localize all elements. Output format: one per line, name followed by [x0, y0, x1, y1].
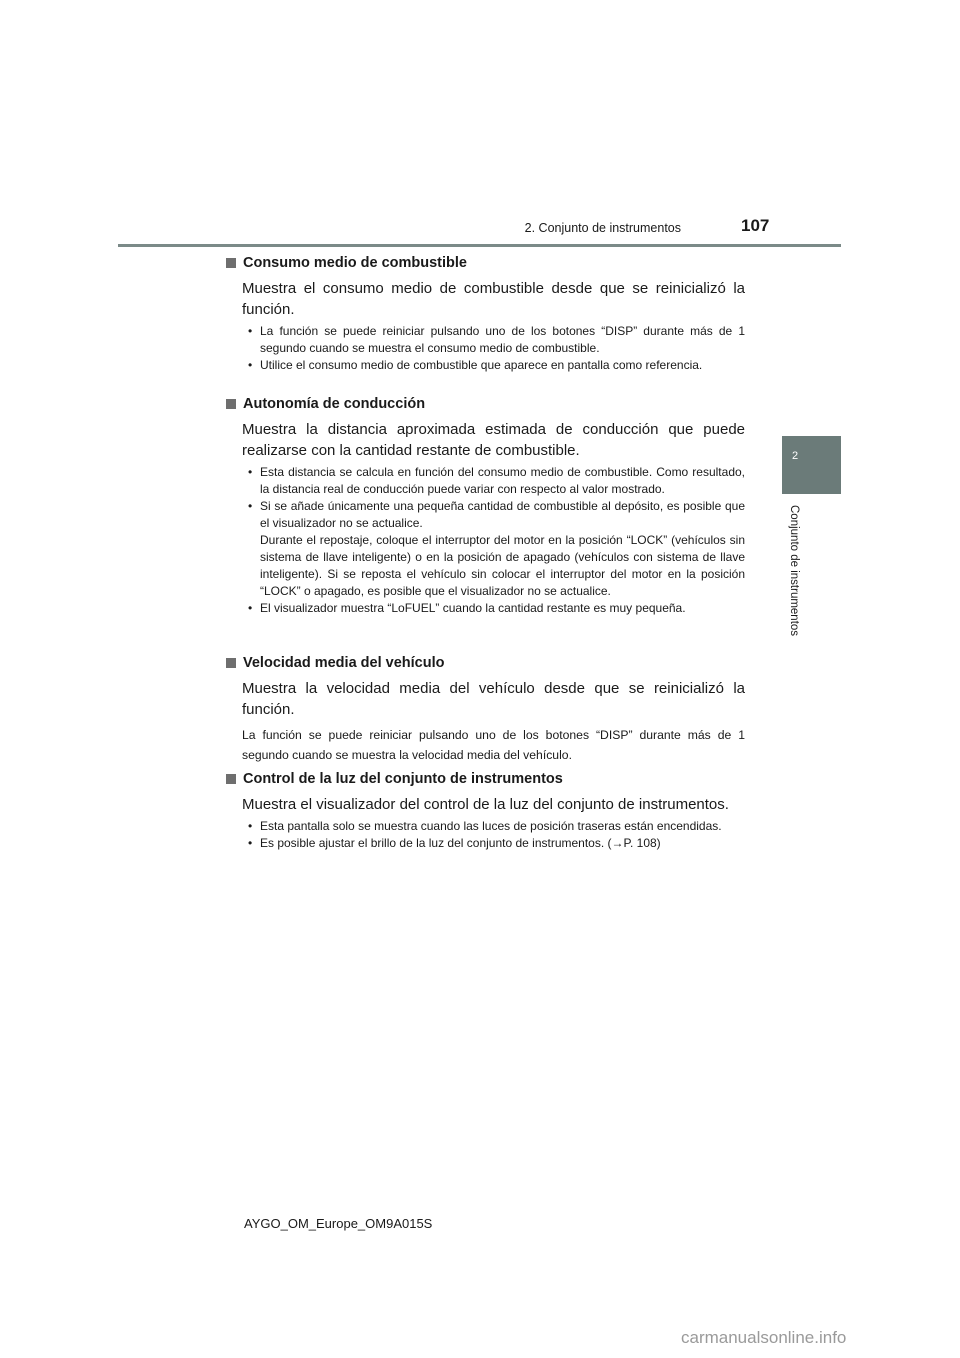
bullet-item: • Esta pantalla solo se muestra cuando las luces de posición traseras están encendidas.: [242, 818, 745, 835]
section-heading: Velocidad media del vehículo: [243, 655, 445, 671]
section-heading: Consumo medio de combustible: [243, 255, 467, 271]
bullet-item: • El visualizador muestra “LoFUEL” cuando la cantidad restante es muy pequeña.: [242, 600, 745, 617]
square-bullet-icon: [226, 399, 236, 409]
section-body: Muestra el visualizador del control de la luz del conjunto de instrumentos.: [242, 796, 729, 813]
square-bullet-icon: [226, 258, 236, 268]
section-heading: Control de la luz del conjunto de instrumentos: [243, 771, 563, 787]
chapter-tab: [782, 436, 841, 494]
section-body: Muestra el consumo medio de combustible desde que se reinicializó la función.: [242, 280, 745, 318]
section-title: 2. Conjunto de instrumentos: [524, 221, 681, 235]
chapter-label: Conjunto de instrumentos: [788, 505, 800, 637]
bullet-item: • Es posible ajustar el brillo de la luz del conjunto de instrumentos. (→P. 108): [242, 835, 745, 852]
bullet-item: [242, 498, 745, 600]
section-consumo: [226, 252, 745, 374]
section-body: Muestra la velocidad media del vehículo desde que se reinicializó la función.: [242, 680, 745, 718]
bullet-item: • Utilice el consumo medio de combustible que aparece en pantalla como referencia.: [242, 357, 745, 374]
square-bullet-icon: [226, 658, 236, 668]
section-control-luz: [226, 768, 745, 852]
section-autonomia: [226, 393, 745, 617]
square-bullet-icon: [226, 774, 236, 784]
header-rule: [118, 244, 841, 247]
watermark: carmanualsonline.info: [681, 1328, 847, 1347]
bullet-item: • Esta distancia se calcula en función del consumo medio de combustible. Como resultado, la distancia real de conducción puede variar con respecto al valor mostrado.: [242, 464, 745, 498]
section-note: La función se puede reiniciar pulsando uno de los botones “DISP” durante más de 1 segundo cuando se muestra la velocidad media del vehículo.: [242, 728, 745, 762]
bullet-item: • La función se puede reiniciar pulsando uno de los botones “DISP” durante más de 1 segundo cuando se muestra el consumo medio de combustible.: [242, 323, 745, 357]
section-body: Muestra la distancia aproximada estimada de conducción que puede realizarse con la cantidad restante de combustible.: [242, 421, 745, 459]
chapter-number: 2: [792, 450, 799, 462]
bullet-continuation: Durante el repostaje, coloque el interruptor del motor en la posición “LOCK” (vehículos sin sistema de llave inteligente) o en la posición de apagado (vehículos con sistema de llave inteligente). Si se reposta el vehículo sin colocar el interruptor del motor en la posición “LOCK” o apagado, es posible que el visualizador no se actualice.: [260, 533, 745, 598]
section-heading: Autonomía de conducción: [243, 396, 426, 412]
bullet-text: Si se añade únicamente una pequeña cantidad de combustible al depósito, es posible que el visualizador no se actualice.: [260, 499, 745, 530]
section-velocidad: [226, 652, 745, 765]
footer-code: AYGO_OM_Europe_OM9A015S: [244, 1216, 433, 1231]
page-number: 107: [741, 216, 770, 235]
